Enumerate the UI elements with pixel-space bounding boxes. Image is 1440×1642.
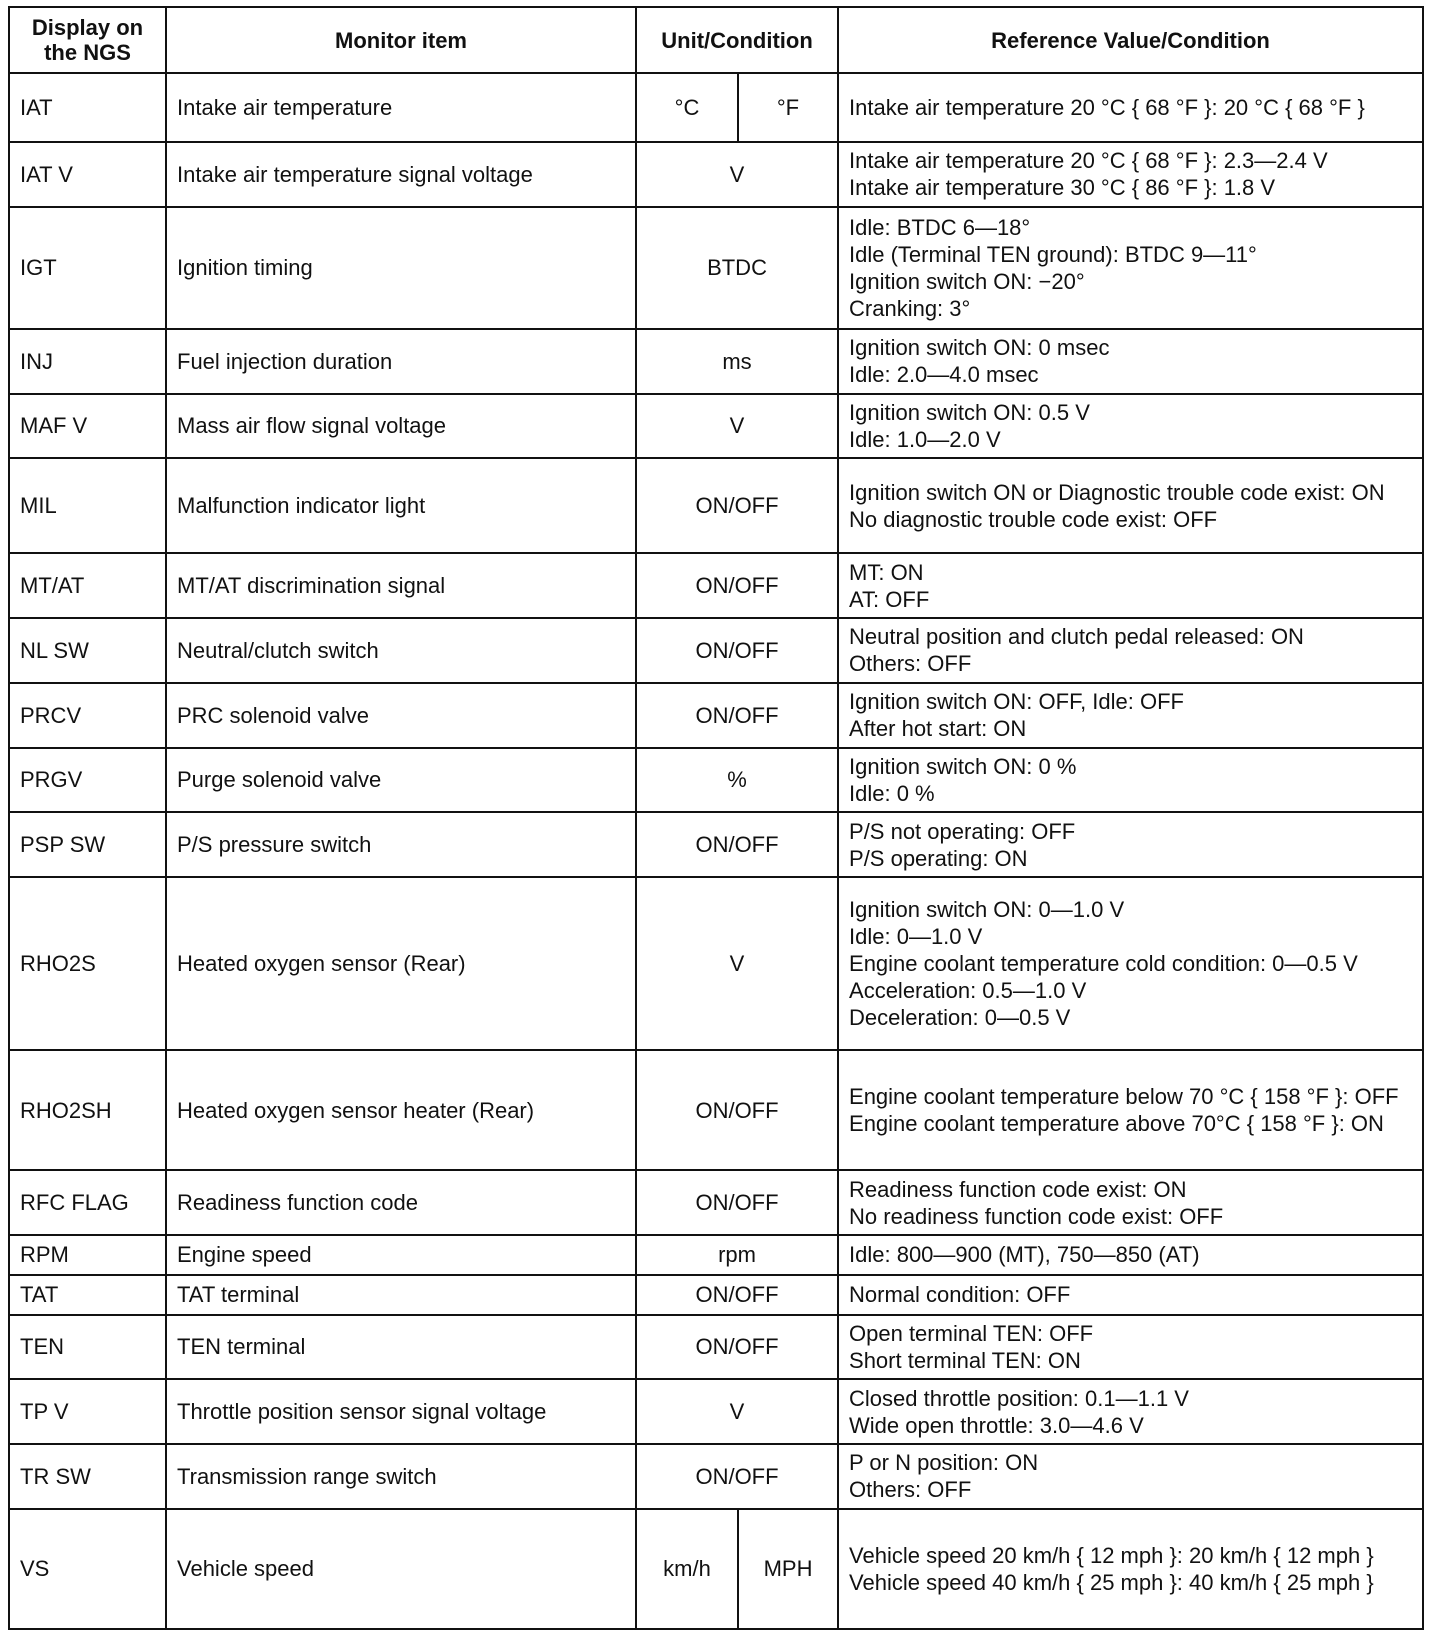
display-code-cell: NL SW [9,618,166,683]
unit-cell-imperial: °F [738,73,838,142]
table-header-row [9,7,1423,73]
display-code-cell: RFC FLAG [9,1170,166,1235]
unit-cell: ON/OFF [636,683,838,748]
reference-value-cell: Normal condition: OFF [838,1275,1423,1315]
reference-value-cell: Readiness function code exist: ON No readiness function code exist: OFF [838,1170,1423,1235]
reference-value-cell: Idle: BTDC 6—18° Idle (Terminal TEN ground): BTDC 9—11° Ignition switch ON: −20° Cranking: 3° [838,207,1423,329]
monitor-item-cell: MT/AT discrimination signal [166,553,636,618]
reference-value-cell: Intake air temperature 20 °C { 68 °F }: 2.3—2.4 V Intake air temperature 30 °C { 86 °F }: 1.8 V [838,142,1423,207]
table-row [9,877,1423,1050]
display-code-cell: VS [9,1509,166,1629]
table-row [9,812,1423,877]
reference-value-cell: MT: ON AT: OFF [838,553,1423,618]
unit-cell: ON/OFF [636,1444,838,1509]
header-monitor-item: Monitor item [166,7,636,73]
table-row [9,1275,1423,1315]
reference-value-cell: Ignition switch ON: 0 % Idle: 0 % [838,748,1423,813]
reference-value-cell: P or N position: ON Others: OFF [838,1444,1423,1509]
monitor-item-cell: Throttle position sensor signal voltage [166,1379,636,1444]
reference-value-cell: Ignition switch ON: 0.5 V Idle: 1.0—2.0 V [838,394,1423,459]
unit-cell: V [636,877,838,1050]
monitor-item-cell: Ignition timing [166,207,636,329]
reference-value-cell: Idle: 800—900 (MT), 750—850 (AT) [838,1235,1423,1275]
reference-value-cell: Ignition switch ON: OFF, Idle: OFF After hot start: ON [838,683,1423,748]
unit-cell: % [636,748,838,813]
display-code-cell: MT/AT [9,553,166,618]
unit-cell: ON/OFF [636,1275,838,1315]
display-code-cell: IGT [9,207,166,329]
reference-value-cell: Ignition switch ON or Diagnostic trouble code exist: ON No diagnostic trouble code exist: OFF [838,458,1423,553]
table-row [9,1509,1423,1629]
monitor-item-cell: TEN terminal [166,1315,636,1380]
table-row [9,618,1423,683]
table-row [9,329,1423,394]
display-code-cell: PRGV [9,748,166,813]
monitor-item-cell: P/S pressure switch [166,812,636,877]
monitor-item-cell: Transmission range switch [166,1444,636,1509]
table-row [9,683,1423,748]
monitor-item-cell: PRC solenoid valve [166,683,636,748]
table-row [9,394,1423,459]
monitor-item-cell: Readiness function code [166,1170,636,1235]
display-code-cell: PSP SW [9,812,166,877]
table-row [9,553,1423,618]
display-code-cell: RPM [9,1235,166,1275]
reference-value-cell: Ignition switch ON: 0—1.0 V Idle: 0—1.0 V Engine coolant temperature cold condition: 0—0.5 V Acceleration: 0.5—1.0 V Deceleration: 0—0.5 V [838,877,1423,1050]
table-row [9,458,1423,553]
header-unit-condition: Unit/Condition [636,7,838,73]
table-row [9,73,1423,142]
unit-cell-metric: °C [636,73,738,142]
monitor-item-cell: Mass air flow signal voltage [166,394,636,459]
header-reference-value: Reference Value/Condition [838,7,1423,73]
monitor-item-cell: Purge solenoid valve [166,748,636,813]
reference-value-cell: P/S not operating: OFF P/S operating: ON [838,812,1423,877]
display-code-cell: TP V [9,1379,166,1444]
monitor-item-cell: TAT terminal [166,1275,636,1315]
reference-value-cell: Engine coolant temperature below 70 °C { 158 °F }: OFF Engine coolant temperature above 70°C { 158 °F }: ON [838,1050,1423,1170]
display-code-cell: IAT [9,73,166,142]
unit-cell: rpm [636,1235,838,1275]
reference-value-cell: Open terminal TEN: OFF Short terminal TEN: ON [838,1315,1423,1380]
display-code-cell: MAF V [9,394,166,459]
unit-cell: ms [636,329,838,394]
reference-value-cell: Neutral position and clutch pedal released: ON Others: OFF [838,618,1423,683]
unit-cell: BTDC [636,207,838,329]
display-code-cell: TEN [9,1315,166,1380]
display-code-cell: INJ [9,329,166,394]
reference-value-cell: Closed throttle position: 0.1—1.1 V Wide open throttle: 3.0—4.6 V [838,1379,1423,1444]
display-code-cell: PRCV [9,683,166,748]
unit-cell: ON/OFF [636,1315,838,1380]
unit-cell: ON/OFF [636,1050,838,1170]
table-row [9,1444,1423,1509]
display-code-cell: RHO2SH [9,1050,166,1170]
monitor-item-table [8,6,1424,1630]
table-row [9,1235,1423,1275]
monitor-item-cell: Intake air temperature [166,73,636,142]
display-code-cell: MIL [9,458,166,553]
monitor-item-cell: Heated oxygen sensor heater (Rear) [166,1050,636,1170]
unit-cell: ON/OFF [636,458,838,553]
monitor-item-cell: Malfunction indicator light [166,458,636,553]
unit-cell-metric: km/h [636,1509,738,1629]
table-row [9,1315,1423,1380]
table-row [9,207,1423,329]
unit-cell-imperial: MPH [738,1509,838,1629]
monitor-item-cell: Engine speed [166,1235,636,1275]
unit-cell: ON/OFF [636,618,838,683]
unit-cell: V [636,142,838,207]
unit-cell: V [636,394,838,459]
header-display-on-ngs: Display on the NGS [9,7,166,73]
monitor-item-cell: Intake air temperature signal voltage [166,142,636,207]
table-row [9,1050,1423,1170]
table-row [9,748,1423,813]
table-row [9,142,1423,207]
display-code-cell: IAT V [9,142,166,207]
monitor-item-cell: Fuel injection duration [166,329,636,394]
unit-cell: ON/OFF [636,812,838,877]
display-code-cell: TAT [9,1275,166,1315]
reference-value-cell: Ignition switch ON: 0 msec Idle: 2.0—4.0 msec [838,329,1423,394]
monitor-item-cell: Vehicle speed [166,1509,636,1629]
table-row [9,1379,1423,1444]
monitor-item-cell: Heated oxygen sensor (Rear) [166,877,636,1050]
monitor-item-cell: Neutral/clutch switch [166,618,636,683]
table-row [9,1170,1423,1235]
unit-cell: ON/OFF [636,553,838,618]
reference-value-cell: Vehicle speed 20 km/h { 12 mph }: 20 km/h { 12 mph } Vehicle speed 40 km/h { 25 mph }: 40 km/h { 25 mph } [838,1509,1423,1629]
display-code-cell: TR SW [9,1444,166,1509]
reference-value-cell: Intake air temperature 20 °C { 68 °F }: 20 °C { 68 °F } [838,73,1423,142]
display-code-cell: RHO2S [9,877,166,1050]
unit-cell: V [636,1379,838,1444]
unit-cell: ON/OFF [636,1170,838,1235]
